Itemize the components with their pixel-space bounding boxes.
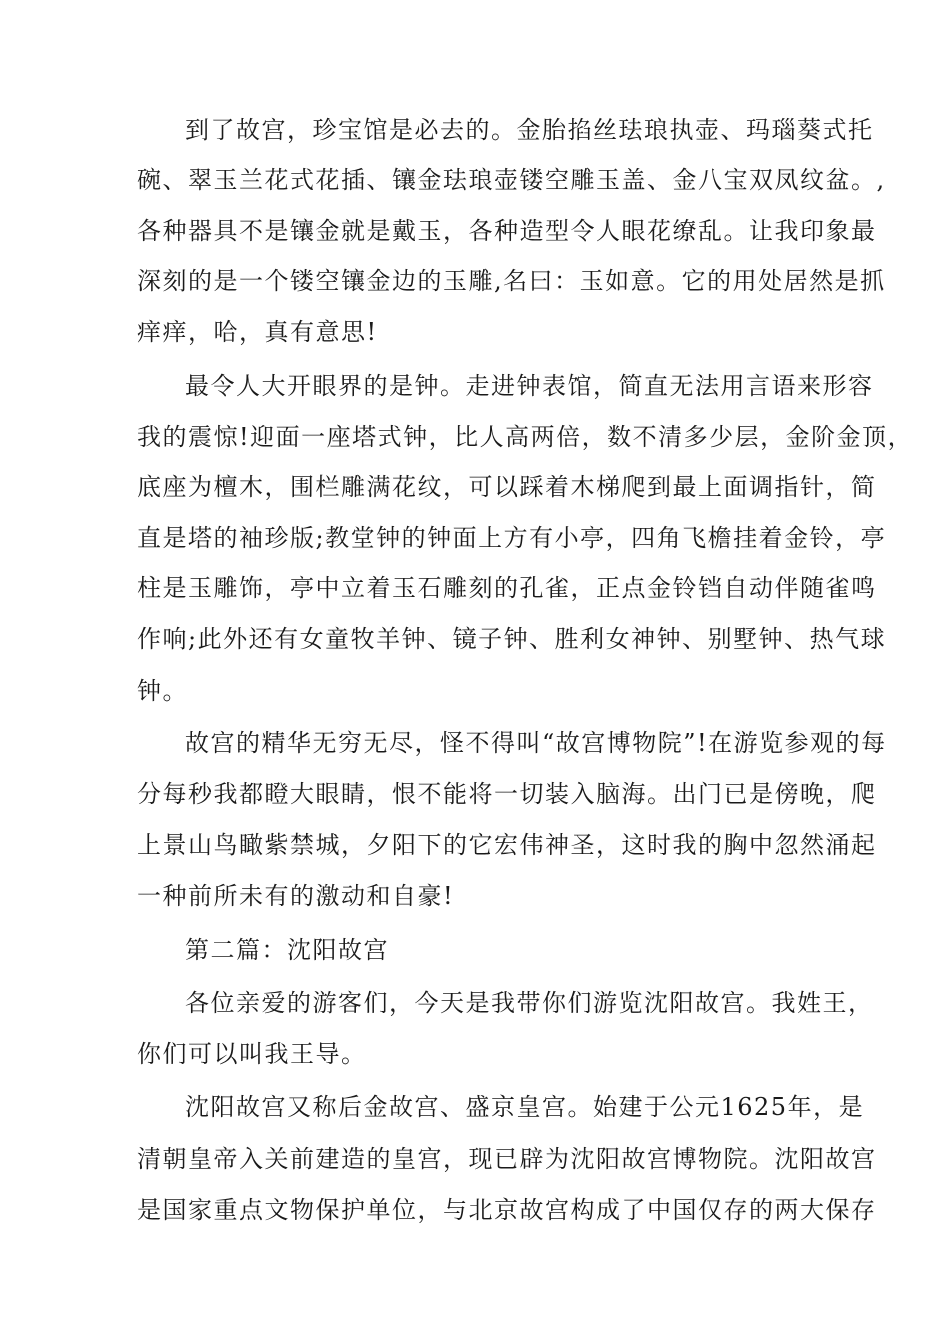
text-line: 一种前所未有的激动和自豪! bbox=[137, 882, 455, 910]
text-line: 深刻的是一个镂空镶金边的玉雕,名曰：玉如意。它的用处居然是抓 bbox=[137, 267, 886, 295]
text-line: 柱是玉雕饰，亭中立着玉石雕刻的孔雀，正点金铃铛自动伴随雀鸣 bbox=[137, 574, 877, 602]
text-line: 底座为檀木，围栏雕满花纹，可以踩着木梯爬到最上面调指针，简 bbox=[137, 473, 877, 501]
text-line: 钟。 bbox=[137, 677, 188, 705]
text-line: 各种器具不是镶金就是戴玉，各种造型令人眼花缭乱。让我印象最 bbox=[137, 217, 877, 245]
text-line: 我的震惊!迎面一座塔式钟，比人高两倍，数不清多少层，金阶金顶， bbox=[137, 423, 914, 451]
text-line: 分每秒我都瞪大眼睛，恨不能将一切装入脑海。出门已是傍晚，爬 bbox=[137, 780, 877, 808]
text-line: 你们可以叫我王导。 bbox=[137, 1040, 367, 1068]
text-line: 痒痒，哈，真有意思! bbox=[137, 318, 378, 346]
text-line: 作响;此外还有女童牧羊钟、镜子钟、胜利女神钟、别墅钟、热气球 bbox=[137, 625, 887, 653]
text-line: 沈阳故宫又称后金故宫、盛京皇宫。始建于公元1625年，是 bbox=[185, 1093, 865, 1121]
text-line: 最令人大开眼界的是钟。走进钟表馆，简直无法用言语来形容 bbox=[185, 372, 874, 400]
text-line: 上景山鸟瞰紫禁城，夕阳下的它宏伟神圣，这时我的胸中忽然涌起 bbox=[137, 831, 877, 859]
text-line: 清朝皇帝入关前建造的皇宫，现已辟为沈阳故宫博物院。沈阳故宫 bbox=[137, 1145, 877, 1173]
text-line: 是国家重点文物保护单位，与北京故宫构成了中国仅存的两大保存 bbox=[137, 1196, 877, 1224]
section-heading: 第二篇：沈阳故宫 bbox=[185, 936, 389, 964]
text-line: 故宫的精华无穷无尽，怪不得叫“故宫博物院”!在游览参观的每 bbox=[185, 729, 887, 757]
text-line: 直是塔的袖珍版;教堂钟的钟面上方有小亭，四角飞檐挂着金铃，亭 bbox=[137, 524, 887, 552]
text-line: 各位亲爱的游客们，今天是我带你们游览沈阳故宫。我姓王， bbox=[185, 989, 874, 1017]
text-line: 碗、翠玉兰花式花插、镶金珐琅壶镂空雕玉盖、金八宝双凤纹盆。, bbox=[137, 166, 886, 194]
text-line: 到了故宫，珍宝馆是必去的。金胎掐丝珐琅执壶、玛瑙葵式托 bbox=[185, 116, 874, 144]
